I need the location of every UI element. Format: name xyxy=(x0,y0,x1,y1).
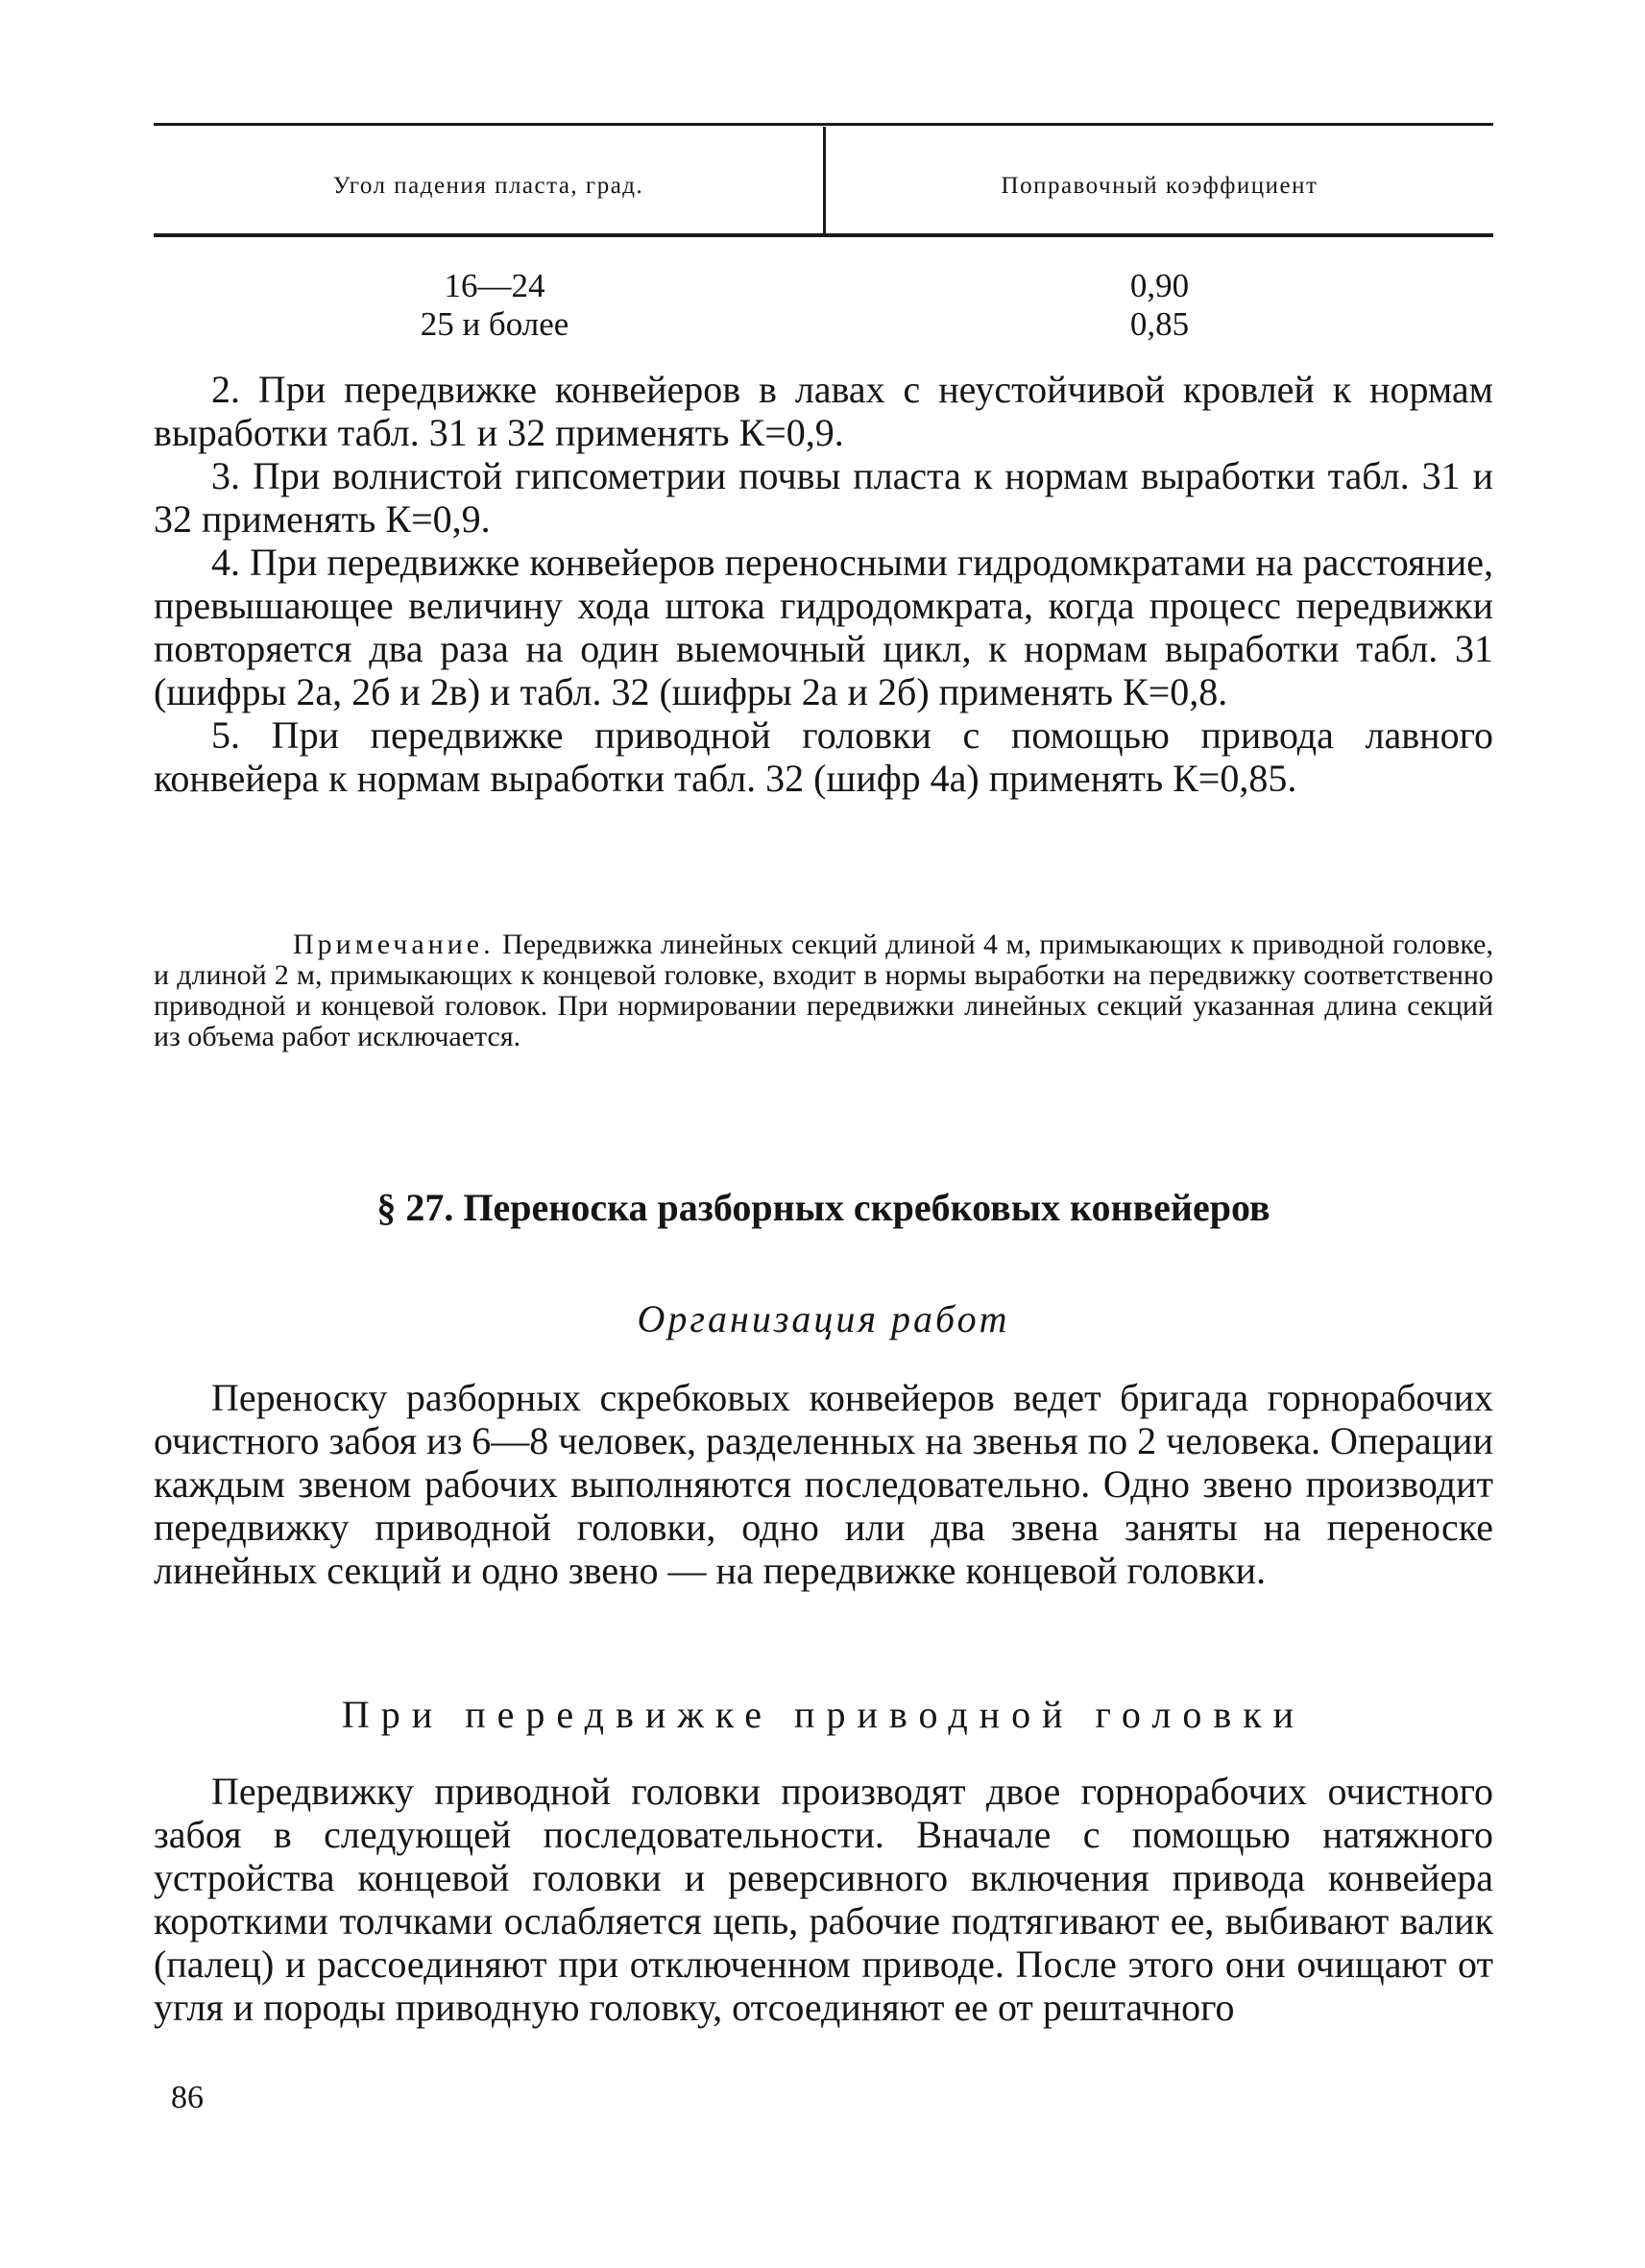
table-column-angle xyxy=(192,267,797,344)
table-cell-angle: 25 и более xyxy=(420,305,569,343)
subtitle-organization: Организация работ xyxy=(637,1297,1010,1340)
table-header-rule xyxy=(154,233,1493,237)
table-column-coefficient xyxy=(845,267,1474,344)
table-cell-coefficient: 0,90 xyxy=(1129,267,1190,304)
section-title: § 27. Переноска разборных скребковых конвейеров xyxy=(376,1186,1270,1229)
subheading-drive-head: При передвижке приводной головки xyxy=(341,1693,1306,1736)
page-number: 86 xyxy=(171,2080,204,2115)
item-2: 2. При передвижке конвейеров в лавах с неустойчивой кровлей к нормам выработки табл. 31 и 32 применять К=0,9. xyxy=(154,368,1493,454)
note-text: Передвижка линейных секций длиной 4 м, примыкающих к приводной головке, и длиной 2 м, примыкающих к концевой головке, входит в нормы выработки на передвижку соответственно приводной и концевой головок. При нормировании передвижки линейных секций указанная длина секций из объема работ исключается. xyxy=(154,929,1493,1052)
numbered-items xyxy=(154,368,1493,800)
table-cell-angle: 16—24 xyxy=(444,267,545,304)
item-4: 4. При передвижке конвейеров переносными гидродомкратами на расстояние, превышающее величину хода штока гидродомкрата, когда процесс передвижки повторяется два раза на один выемочный цикл, к нормам выработки табл. 31 (шифры 2а, 2б и 2в) и табл. 32 (шифры 2а и 2б) применять К=0,8. xyxy=(154,541,1493,713)
organization-paragraph: Переноску разборных скребковых конвейеров ведет бригада горнорабочих очистного забоя из 6—8 человек, разделенных на звенья по 2 человека. Операции каждым звеном рабочих выполняются последовательно. Одно звено производит передвижку приводной головки, одно или два звена заняты на переноске линейных секций и одно звено — на передвижке концевой головки. xyxy=(154,1376,1493,1592)
table-cell-coefficient: 0,85 xyxy=(1129,305,1190,343)
item-3: 3. При волнистой гипсометрии почвы пласта к нормам выработки табл. 31 и 32 применять К=0,9. xyxy=(154,454,1493,541)
table-top-rule xyxy=(154,123,1493,126)
note-label: Примечание. xyxy=(293,929,495,960)
item-5: 5. При передвижке приводной головки с помощью привода лавного конвейера к нормам выработки табл. 32 (шифр 4а) применять К=0,85. xyxy=(154,713,1493,800)
table-header-angle: Угол падения пласта, град. xyxy=(332,173,644,199)
note-paragraph xyxy=(154,929,1493,1052)
organization-block xyxy=(154,1376,1493,1592)
table-header-coefficient: Поправочный коэффициент xyxy=(1001,173,1318,199)
drive-head-block xyxy=(154,1770,1493,2029)
drive-head-paragraph: Передвижку приводной головки производят двое горнорабочих очистного забоя в следующей последовательности. Вначале с помощью натяжного устройства концевой головки и реверсивного включения привода конвейера короткими толчками ослабляется цепь, рабочие подтягивают ее, выбивают валик (палец) и рассоединяют при отключенном приводе. После этого они очищают от угля и породы приводную головку, отсоединяют ее от рештачного xyxy=(154,1770,1493,2029)
